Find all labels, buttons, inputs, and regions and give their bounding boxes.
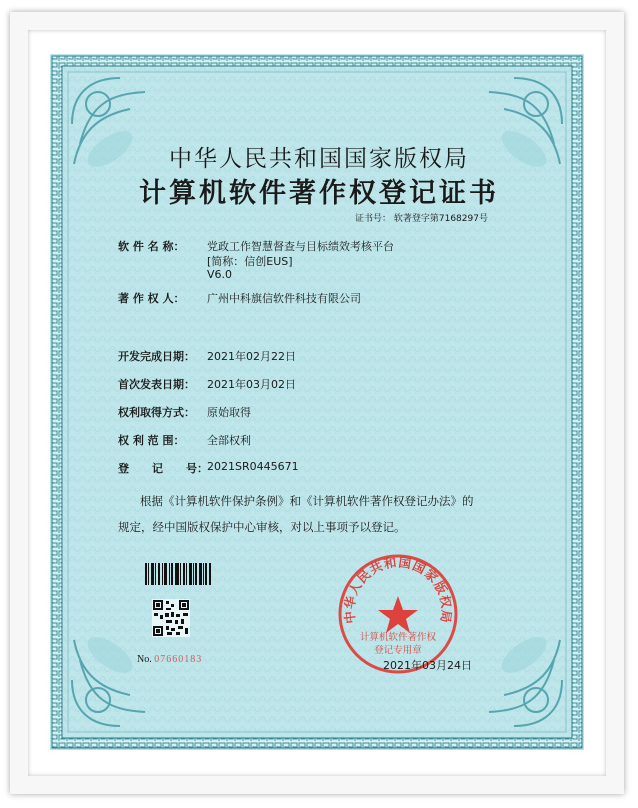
seal-ring-text: 中华人民共和国国家版权局	[341, 554, 455, 625]
barcode	[145, 563, 211, 585]
certificate-title: 计算机软件著作权登记证书	[139, 178, 499, 209]
serial-number-label: No.	[137, 654, 152, 665]
value-rights-scope: 全部权利	[207, 434, 251, 447]
value-software-name: 党政工作智慧督查与目标绩效考核平台	[207, 240, 394, 253]
value-acquisition-method: 原始取得	[207, 406, 251, 419]
label-dev-complete-date: 开发完成日期：	[118, 350, 195, 363]
value-dev-complete-date: 2021年02月22日	[207, 350, 296, 363]
seal-line-1: 计算机软件著作权	[359, 632, 437, 643]
value-registration-no: 2021SR0445671	[207, 460, 299, 473]
certificate-number: 证书号： 软著登字第7168297号	[355, 214, 488, 224]
serial-number	[137, 654, 202, 665]
label-copyright-owner: 著 作 权 人：	[118, 292, 185, 305]
value-short-name: [简称：信创EUS]	[207, 255, 293, 268]
seal-line-2: 登记专用章	[374, 645, 422, 656]
value-version: V6.0	[207, 268, 233, 281]
label-software-name: 软 件 名 称：	[118, 240, 185, 253]
label-registration-no: 登 记 号：	[118, 462, 208, 475]
qr-code	[152, 599, 190, 637]
issuer-title: 中华人民共和国国家版权局	[169, 146, 469, 172]
label-rights-scope: 权 利 范 围：	[118, 434, 185, 447]
serial-number-value: 07660183	[154, 654, 203, 665]
statement-line-2: 规定，经中国版权保护中心审核，对以上事项予以登记。	[118, 520, 406, 534]
label-acquisition-method: 权利取得方式：	[118, 406, 195, 419]
value-copyright-owner: 广州中科旗信软件科技有限公司	[207, 292, 361, 305]
label-first-publish-date: 首次发表日期：	[118, 378, 195, 391]
value-first-publish-date: 2021年03月02日	[207, 378, 296, 391]
statement-line-1: 根据《计算机软件保护条例》和《计算机软件著作权登记办法》的	[140, 494, 474, 508]
issue-date: 2021年03月24日	[383, 659, 472, 672]
